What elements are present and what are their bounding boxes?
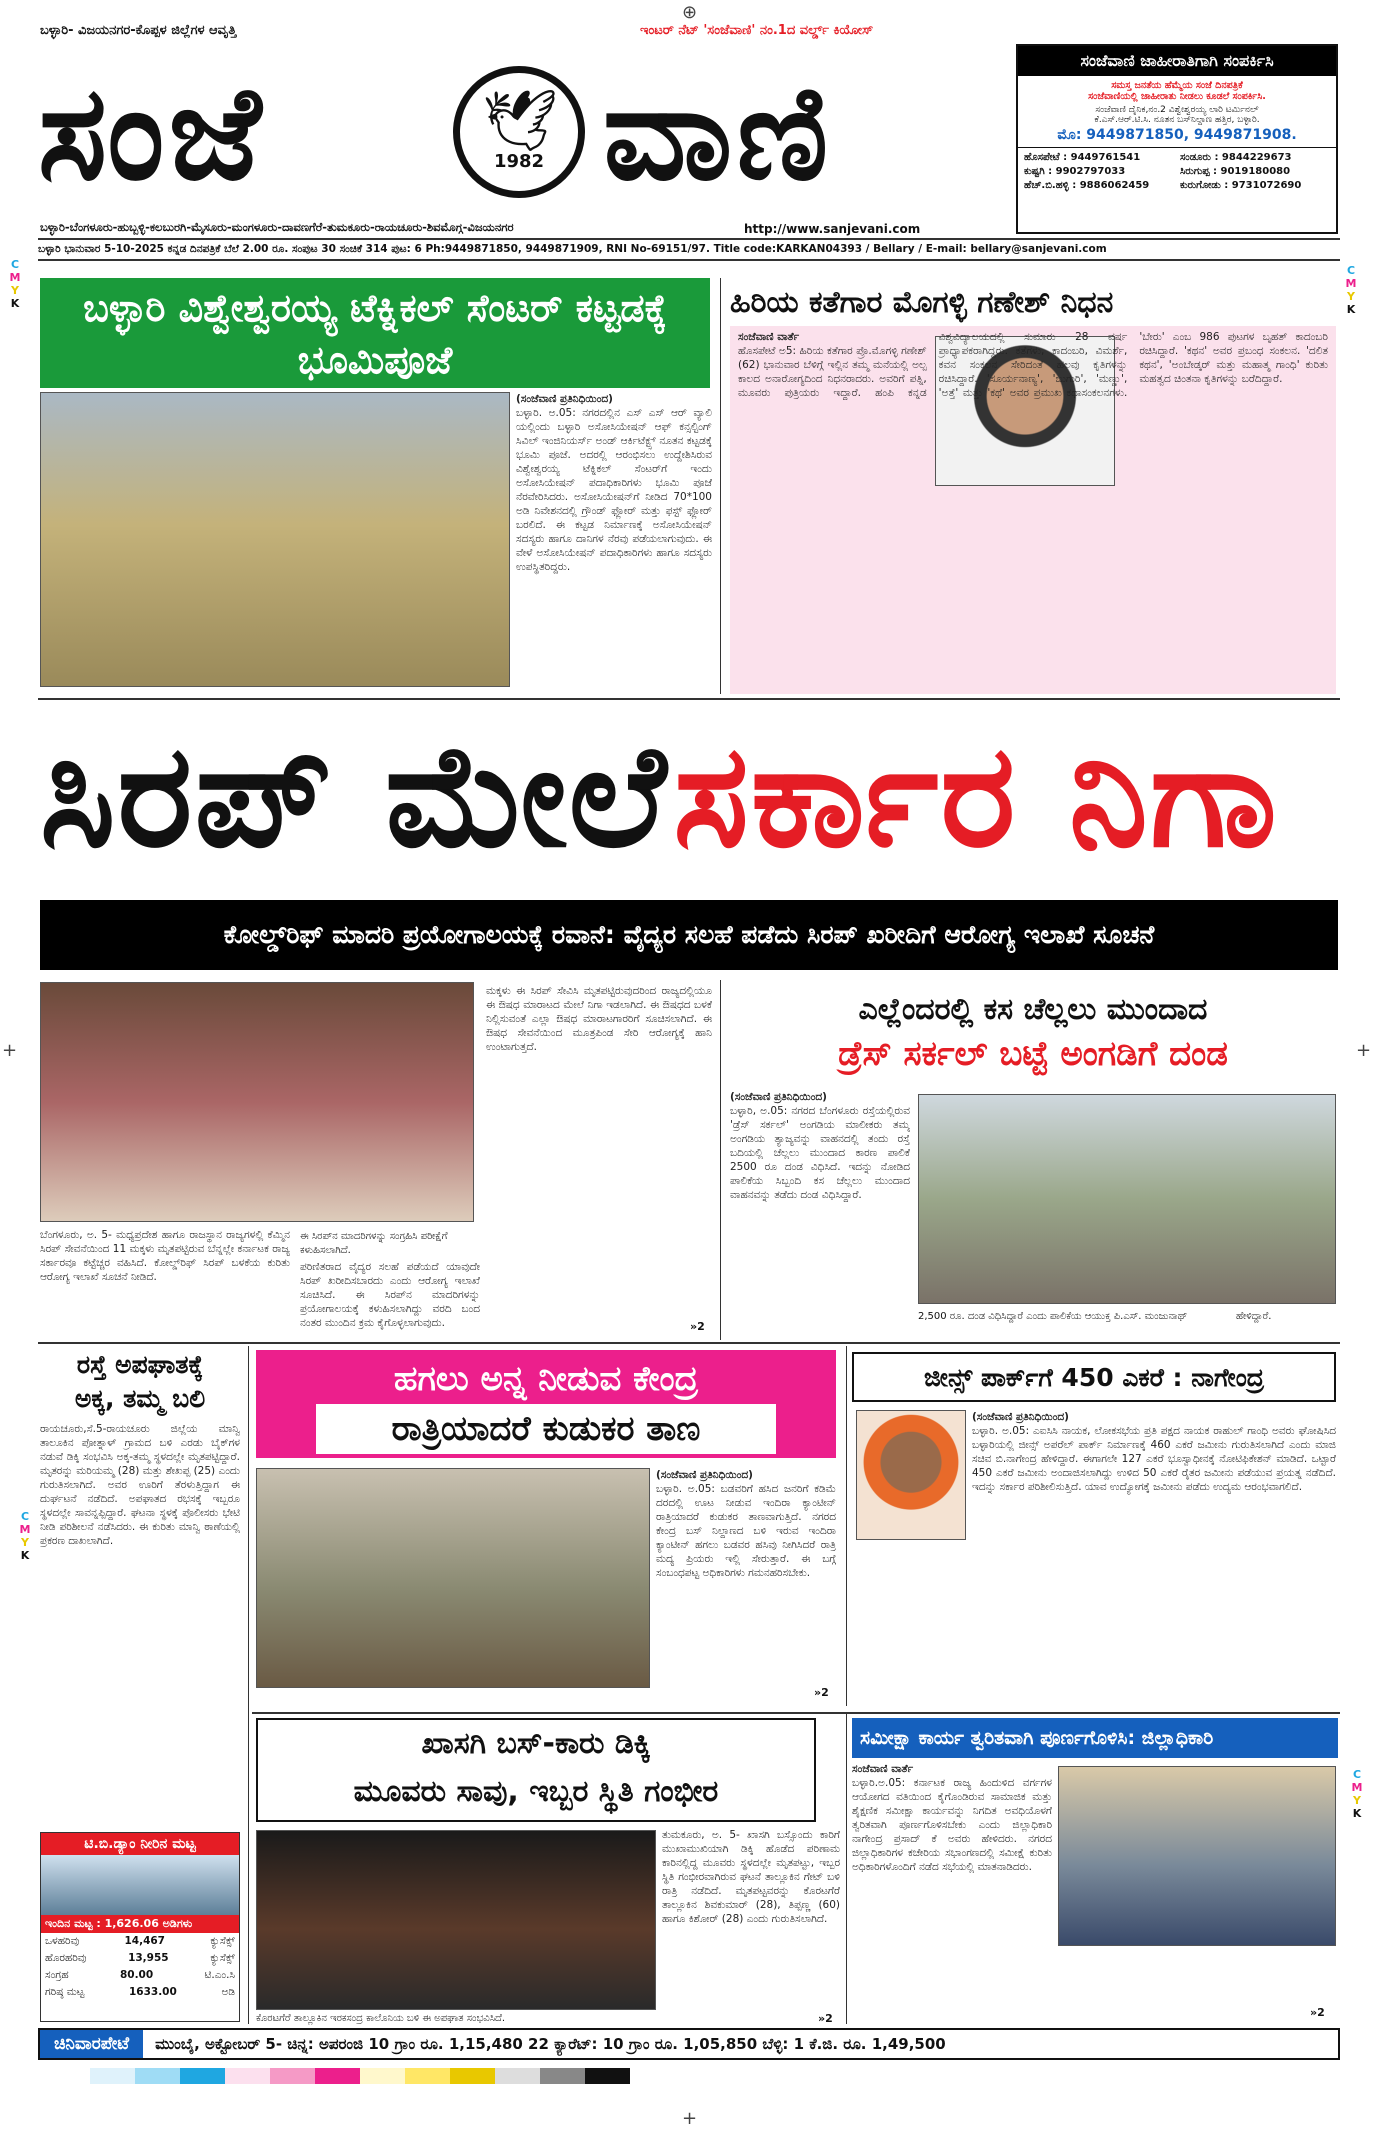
story3-body: ಬಳ್ಳಾರಿ, ಅ.05: ನಗರದ ಬೆಂಗಳೂರು ರಸ್ತೆಯಲ್ಲಿರುವ 'ಡ್ರೆಸ್ ಸರ್ಕಲ್' ಅಂಗಡಿಯ ಮಾಲೀಕರು ತಮ್ಮ ಅಂಗಡಿಯ ತ್ಯಾಜ್ಯವನ್ನು ವಾಹನದಲ್ಲಿ ತಂದು ರಸ್ತೆ ಬದಿಯಲ್ಲಿ ಚೆಲ್ಲಲು ಮುಂದಾದ ಕಾರಣ ಪಾಲಿಕೆ 2500 ರೂ ದಂಡ ವಿಧಿಸಿದೆ. ಇದನ್ನು ನೋಡಿದ ಪಾಲಿಕೆಯ ಸಿಬ್ಬಂದಿ ಕಸ ಚೆಲ್ಲಲು ಮುಂದಾದ ವಾಹನವನ್ನು ತಡೆದು ದಂಡ ವಿಧಿಸಿದ್ದಾರೆ. [730, 1105, 910, 1201]
ad-contact: ಹೊಸಪೇಟೆ : 9449761541 [1024, 152, 1141, 163]
story3-headline1: ಎಲ್ಲೆಂದರಲ್ಲಿ ಕಸ ಚೆಲ್ಲಲು ಮುಂದಾದ [858, 992, 1208, 1027]
story7-more-link[interactable]: »2 [818, 2012, 833, 2025]
lead-body2: ಪರಿಣಿತರಾದ ವೈದ್ಯರ ಸಲಹೆ ಪಡೆಯದೆ ಯಾವುದೇ ಸಿರಪ್ ಖರೀದಿಸಬಾರದು ಎಂದು ಆರೋಗ್ಯ ಇಲಾಖೆ ಸೂಚಿಸಿದೆ. ಈ ಸಿರಪ್‌ನ ಮಾದರಿಗಳನ್ನು ಪ್ರಯೋಗಾಲಯಕ್ಕೆ ಕಳುಹಿಸಲಾಗಿದ್ದು ವರದಿ ಬಂದ ನಂತರ ಮುಂದಿನ ಕ್ರಮ ಕೈಗೊಳ್ಳಲಾಗುವುದು. [300, 1261, 480, 1329]
story2-text [738, 330, 1328, 688]
gold-bar [38, 2028, 1340, 2060]
tagline: ಇಂಟರ್ ನೆಟ್ 'ಸಂಜೆವಾಣಿ' ನಂ.1ದ ವರ್ಲ್ಡ್ ಕಿಯೋಸ್ [640, 23, 874, 38]
dove-emblem [453, 66, 585, 198]
story3-caption-right: ಹೇಳಿದ್ದಾರೆ. [1236, 1311, 1272, 1322]
lead-headline [40, 702, 1338, 892]
ad-box-line1: ಸಮಸ್ತ ಜನತೆಯ ಹೆಮ್ಮೆಯ ಸಂಜೆ ದಿನಪತ್ರಿಕೆ [1111, 80, 1243, 91]
story6-body: ಬಳ್ಳಾರಿ. ಅ.05: ಎಐಸಿಸಿ ನಾಯಕ, ಲೋಕಸಭೆಯ ಪ್ರತಿ ಪಕ್ಷದ ನಾಯಕ ರಾಹುಲ್ ಗಾಂಧಿ ಅವರು ಘೋಷಿಸಿದ ಬಳ್ಳಾರಿಯಲ್ಲಿ ಜೀನ್ಸ್ ಅಪರೆಲ್ ಪಾರ್ಕ್ ನಿರ್ಮಾಣಕ್ಕೆ 460 ಎಕರೆ ಜಮೀನು ಗುರುತಿಸಲಾಗಿದೆ ಎಂದು ಮಾಜಿ ಸಚಿವ ಬಿ.ನಾಗೇಂದ್ರ ಹೇಳಿದ್ದಾರೆ. ಈಗಾಗಲೇ 127 ಎಕರೆ ಭೂಸ್ವಾಧೀನಕ್ಕೆ ನೋಟಿಫಿಕೇಶನ್ ಮಾಡಿದೆ. ಒಟ್ಟಾರೆ 450 ಎಕರೆ ಜಮೀನು ಅಂದಾಜಿಸಲಾಗಿದ್ದು ಉಳಿದ 50 ಎಕರೆ ರೈತರ ಜಮೀನು ಪಡೆಯುವ ಪ್ರಯತ್ನ ನಡೆದಿದೆ. ಇದನ್ನು ಸರ್ಕಾರ ಪರಿಶೀಲಿಸುತ್ತಿದೆ. ಯಾವ ಉದ್ಯೋಗಕ್ಕೆ ಜಮೀನು ಪಡೆದು ಉದ್ಯಮ ಆರಂಭವಾಗಲಿದೆ. [972, 1425, 1336, 1493]
story5-headline [256, 1350, 836, 1458]
registration-mark-top: ⊕ [682, 2, 698, 23]
story1-headline: ಬಳ್ಳಾರಿ ವಿಶ್ವೇಶ್ವರಯ್ಯ ಟೆಕ್ನಿಕಲ್ ಸೆಂಟರ್ ಕಟ್ಟಡಕ್ಕೆ ಭೂಮಿಪೂಜೆ [40, 278, 710, 388]
dateline-rule-top [38, 238, 1340, 240]
story8-more-link[interactable]: »2 [1310, 2006, 1325, 2019]
dam-row-label: ಗರಿಷ್ಠ ಮಟ್ಟ [45, 1986, 85, 1998]
story6-text [972, 1410, 1336, 1700]
col-divider [248, 1346, 249, 2024]
edition-line: ಬಳ್ಳಾರಿ- ವಿಜಯನಗರ-ಕೊಪ್ಪಳ ಜಿಲ್ಲೆಗಳ ಆವೃತ್ತಿ [40, 23, 237, 38]
story8-photo [1058, 1766, 1336, 1946]
registration-mark-bottom: + [682, 2108, 698, 2129]
registration-mark-left: + [2, 1040, 18, 1061]
dam-row [41, 1950, 239, 1967]
masthead-title-right: ವಾಣಿ [603, 57, 833, 209]
lead-more-link[interactable]: »2 [690, 1320, 705, 1333]
masthead-logo [38, 58, 1008, 208]
story3-text [730, 1090, 910, 1315]
story5-body: ಬಳ್ಳಾರಿ. ಅ.05: ಬಡವರಿಗೆ ಹಸಿದ ಜನರಿಗೆ ಕಡಿಮೆ ದರದಲ್ಲಿ ಊಟ ನೀಡುವ ಇಂದಿರಾ ಕ್ಯಾಂಟೀನ್ ರಾತ್ರಿಯಾದರೆ ಕುಡುಕರ ತಾಣವಾಗುತ್ತಿದೆ. ನಗರದ ಕೇಂದ್ರ ಬಸ್ ನಿಲ್ದಾಣದ ಬಳಿ ಇರುವ ಇಂದಿರಾ ಕ್ಯಾಂಟೀನ್ ಹಗಲು ಬಡವರ ಹಸಿವು ನೀಗಿಸಿದರೆ ರಾತ್ರಿ ಮದ್ಯ ಪ್ರಿಯರು ಇಲ್ಲಿ ಸೇರುತ್ತಾರೆ. ಈ ಬಗ್ಗೆ ಸಂಬಂಧಪಟ್ಟ ಅಧಿಕಾರಿಗಳು ಗಮನಹರಿಸಬೇಕು. [656, 1483, 836, 1579]
story3-photo [918, 1094, 1336, 1304]
dam-row-value: 80.00 [119, 1969, 154, 1981]
cmyk-bar-right: C M Y K [1345, 264, 1357, 316]
ad-contact: ಕುಷ್ಟಗಿ : 9902797033 [1024, 166, 1126, 177]
col-divider [720, 278, 721, 694]
story4-headline1: ರಸ್ತೆ ಅಪಘಾತಕ್ಕೆ [76, 1350, 204, 1379]
story5-text [656, 1468, 836, 1698]
story1-body: ಬಳ್ಳಾರಿ. ಅ.05: ನಗರದಲ್ಲಿನ ಎಸ್ ಎಸ್ ಆರ್ ವ್ಯಾಲಿ ಯಲ್ಲಿಂದು ಬಳ್ಳಾರಿ ಅಸೋಸಿಯೇಷನ್ ಆಫ್ ಕನ್ಸಲ್ಟಿಂಗ್ ಸಿವಿಲ್ ಇಂಜಿನಿಯರ್ಸ್ ಅಂಡ್ ಆರ್ಕಿಟೆಕ್ಟ್ಸ್ ನೂತನ ಕಟ್ಟಡಕ್ಕೆ ಭೂಮಿ ಪೂಜೆ. ಅದರಲ್ಲಿ ಆರಂಭಿಸಲು ಉದ್ದೇಶಿಸಿರುವ ವಿಶ್ವೇಶ್ವರಯ್ಯ ಟೆಕ್ನಿಕಲ್ ಸೆಂಟರ್‌ಗೆ ಇಂದು ಅಸೋಸಿಯೇಷನ್ ಪದಾಧಿಕಾರಿಗಳು ಭೂಮಿ ಪೂಜೆ ನೆರವೇರಿಸಿದರು. ಅಸೋಸಿಯೇಷನ್‌ಗೆ ನೀಡಿದ 70*100 ಅಡಿ ನಿವೇಶನದಲ್ಲಿ ಗ್ರೌಂಡ್ ಫ್ಲೋರ್ ಮತ್ತು ಫಸ್ಟ್ ಫ್ಲೋರ್ ಬರಲಿದೆ. ಈ ಕಟ್ಟಡ ನಿರ್ಮಾಣಕ್ಕೆ ಅಸೋಸಿಯೇಷನ್ ಸದಸ್ಯರು ಹಾಗೂ ದಾನಿಗಳ ನೆರವು ಪಡೆಯಲಾಗುವುದು. ಈ ವೇಳೆ ಅಸೋಸಿಯೇಷನ್ ಪದಾಧಿಕಾರಿಗಳು ಹಾಗೂ ಸದಸ್ಯರು ಉಪಸ್ಥಿತರಿದ್ದರು. [516, 407, 712, 573]
story5-headline1: ಹಗಲು ಅನ್ನ ನೀಡುವ ಕೇಂದ್ರ [393, 1359, 699, 1399]
lead-rule-top [38, 698, 1340, 700]
story5-byline: (ಸಂಜೆವಾಣಿ ಪ್ರತಿನಿಧಿಯಿಂದ) [656, 1469, 753, 1481]
story6-headline: ಜೀನ್ಸ್ ಪಾರ್ಕ್‌ಗೆ 450 ಎಕರೆ : ನಾಗೇಂದ್ರ [852, 1352, 1336, 1402]
website[interactable]: http://www.sanjevani.com [744, 222, 921, 236]
dam-row-value: 1633.00 [128, 1986, 177, 1998]
row-rule [38, 1342, 1340, 1344]
lead-body1: ಬೆಂಗಳೂರು, ಅ. 5- ಮಧ್ಯಪ್ರದೇಶ ಹಾಗೂ ರಾಜಸ್ಥಾನ ರಾಜ್ಯಗಳಲ್ಲಿ ಕೆಮ್ಮಿನ ಸಿರಪ್ ಸೇವನೆಯಿಂದ 11 ಮಕ್ಕಳು ಮೃತಪಟ್ಟಿರುವ ಬೆನ್ನಲ್ಲೇ ಕರ್ನಾಟಕ ರಾಜ್ಯ ಸರ್ಕಾರವೂ ಕಟ್ಟೆಚ್ಚರ ವಹಿಸಿದೆ. ಕೋಲ್ಡ್‌ರಿಫ್ ಸಿರಪ್ ಬಳಕೆಯ ಕುರಿತು ಆರೋಗ್ಯ ಇಲಾಖೆ ಸೂಚನೆ ನೀಡಿದೆ. [40, 1229, 290, 1283]
ad-contact: ಹೆಚ್.ಬಿ.ಹಳ್ಳಿ : 9886062459 [1024, 180, 1150, 191]
story8-byline: ಸಂಜೆವಾಣಿ ವಾರ್ತೆ [852, 1763, 914, 1775]
story7-photo [256, 1830, 656, 2010]
story7-caption: ಕೊರಟಗೆರೆ ತಾಲ್ಲೂಕಿನ ಇರಕಸಂದ್ರ ಕಾಲೊನಿಯ ಬಳಿ ಈ ಅಪಘಾತ ಸಂಭವಿಸಿದೆ. [256, 2013, 506, 2024]
masthead-title-left: ಸಂಜೆ [38, 57, 266, 209]
story8-body: ಬಳ್ಳಾರಿ.ಅ.05: ಕರ್ನಾಟಕ ರಾಜ್ಯ ಹಿಂದುಳಿದ ವರ್ಗಗಳ ಆಯೋಗದ ವತಿಯಿಂದ ಕೈಗೊಂಡಿರುವ ಸಾಮಾಜಿಕ ಮತ್ತು ಶೈಕ್ಷಣಿಕ ಸಮೀಕ್ಷಾ ಕಾರ್ಯವನ್ನು ನಿಗದಿತ ಅವಧಿಯೊಳಗೆ ತ್ವರಿತವಾಗಿ ಪೂರ್ಣಗೊಳಿಸಬೇಕು ಎಂದು ಜಿಲ್ಲಾಧಿಕಾರಿ ನಾಗೇಂದ್ರ ಪ್ರಸಾದ್ ಕೆ ಅವರು ಹೇಳಿದರು. ನಗರದ ಜಿಲ್ಲಾಧಿಕಾರಿಗಳ ಕಚೇರಿಯ ಸಭಾಂಗಣದಲ್ಲಿ ಸಮೀಕ್ಷೆ ಕುರಿತು ಅಧಿಕಾರಿಗಳೊಂದಿಗೆ ನಡೆದ ಸಭೆಯಲ್ಲಿ ಮಾತನಾಡಿದರು. [852, 1777, 1052, 1873]
dam-photo [41, 1855, 239, 1915]
story2-headline: ಹಿರಿಯ ಕತೆಗಾರ ಮೊಗಳ್ಳಿ ಗಣೇಶ್ ನಿಧನ [730, 285, 1114, 320]
story3-byline: (ಸಂಜೆವಾಣಿ ಪ್ರತಿನಿಧಿಯಿಂದ) [730, 1091, 827, 1103]
story3-headline2: ಡ್ರೆಸ್ ಸರ್ಕಲ್ ಬಟ್ಟೆ ಅಂಗಡಿಗೆ ದಂಡ [838, 1034, 1228, 1074]
story6-portrait [856, 1410, 966, 1540]
registration-mark-right: + [1356, 1040, 1372, 1061]
cities-line: ಬಳ್ಳಾರಿ-ಬೆಂಗಳೂರು-ಹುಬ್ಬಳ್ಳಿ-ಕಲಬುರಗಿ-ಮೈಸೂರು-ಮಂಗಳೂರು-ದಾವಣಗೆರೆ-ತುಮಕೂರು-ರಾಯಚೂರು-ಶಿವಮೊಗ್ಗ-ವಿಜಯನಗರ [40, 220, 514, 234]
story4-body: ರಾಯಚೂರು,ಸೆ.5-ರಾಯಚೂರು ಜಿಲ್ಲೆಯ ಮಾನ್ವಿ ತಾಲೂಕಿನ ಪೋತ್ನಾಳ್ ಗ್ರಾಮದ ಬಳಿ ಎರಡು ಬೈಕ್‌ಗಳ ನಡುವೆ ಡಿಕ್ಕಿ ಸಂಭವಿಸಿ ಅಕ್ಕ-ತಮ್ಮ ಸ್ಥಳದಲ್ಲೇ ಮೃತಪಟ್ಟಿದ್ದಾರೆ. ಮೃತರನ್ನು ಮರಿಯಮ್ಮ (28) ಮತ್ತು ಶೇಖಪ್ಪ (25) ಎಂದು ಗುರುತಿಸಲಾಗಿದೆ. ಅವರ ಊರಿಗೆ ತೆರಳುತ್ತಿದ್ದಾಗ ಈ ದುರ್ಘಟನೆ ನಡೆದಿದೆ. ಅಪಘಾತದ ರಭಸಕ್ಕೆ ಇಬ್ಬರೂ ಸ್ಥಳದಲ್ಲೇ ಸಾವನ್ನಪ್ಪಿದ್ದಾರೆ. ಘಟನಾ ಸ್ಥಳಕ್ಕೆ ಪೊಲೀಸರು ಭೇಟಿ ನೀಡಿ ಪರಿಶೀಲನೆ ನಡೆಸಿದರು. ಈ ಕುರಿತು ಮಾನ್ವಿ ಠಾಣೆಯಲ್ಲಿ ಪ್ರಕರಣ ದಾಖಲಾಗಿದೆ. [40, 1423, 240, 1547]
col-divider [846, 1346, 847, 1706]
story7-headline2: ಮೂವರು ಸಾವು, ಇಬ್ಬರ ಸ್ಥಿತಿ ಗಂಭೀರ [353, 1774, 719, 1809]
ad-contact: ಕುರುಗೋಡು : 9731072690 [1180, 180, 1302, 191]
dam-row-value: 14,467 [124, 1935, 165, 1947]
story6-byline: (ಸಂಜೆವಾಣಿ ಪ್ರತಿನಿಧಿಯಿಂದ) [972, 1411, 1069, 1423]
dateline-rule-bottom [38, 259, 1340, 261]
dam-row [41, 1967, 239, 1984]
cmyk-bar-left-low: C M Y K [19, 1510, 31, 1562]
story7-headline [256, 1718, 816, 1822]
ad-box-line2: ಸಂಜೆವಾಣಿಯಲ್ಲಿ ಜಾಹೀರಾತು ನೀಡಲು ಕೂಡಲೆ ಸಂಪರ್ಕಿಸಿ. [1088, 91, 1266, 102]
story7-body: ತುಮಕೂರು, ಅ. 5- ಖಾಸಗಿ ಬಸ್ಸೊಂದು ಕಾರಿಗೆ ಮುಖಾಮುಖಿಯಾಗಿ ಡಿಕ್ಕಿ ಹೊಡೆದ ಪರಿಣಾಮ ಕಾರಿನಲ್ಲಿದ್ದ ಮೂವರು ಸ್ಥಳದಲ್ಲೇ ಮೃತಪಟ್ಟು, ಇಬ್ಬರ ಸ್ಥಿತಿ ಗಂಭೀರವಾಗಿರುವ ಘಟನೆ ತಾಲ್ಲೂಕಿನ ಗೇಟ್ ಬಳಿ ರಾತ್ರಿ ನಡೆದಿದೆ. ಮೃತಪಟ್ಟವರನ್ನು ಕೊರಟಗೆರೆ ತಾಲ್ಲೂಕಿನ ಶಿವಕುಮಾರ್ (28), ತಿಪ್ಪಣ್ಣ (60) ಹಾಗೂ ಕಿಶೋರ್ (28) ಎಂದು ಗುರುತಿಸಲಾಗಿದೆ. [662, 1829, 840, 1925]
ad-box [1016, 44, 1338, 234]
ad-box-contacts [1018, 147, 1336, 195]
dateline: ಬಳ್ಳಾರಿ ಭಾನುವಾರ 5-10-2025 ಕನ್ನಡ ದಿನಪತ್ರಿಕೆ ಬೆಲೆ 2.00 ರೂ. ಸಂಪುಟ 30 ಸಂಚಿಕೆ 314 ಪುಟ: 6 Ph:9449871850, 9449871909, RNI No-69151/97. Title code:KARKAN04393 / Bellary / E-mail: bellary@sanjevani.com [38, 243, 1107, 255]
dam-title: ಟಿ.ಬಿ.ಡ್ಯಾಂ ನೀರಿನ ಮಟ್ಟ [41, 1833, 239, 1855]
dam-row-unit: ಕ್ಯುಸೆಕ್ಸ್ [210, 1935, 235, 1947]
lead-body3: ಮಕ್ಕಳು ಈ ಸಿರಪ್ ಸೇವಿಸಿ ಮೃತಪಟ್ಟಿರುವುದರಿಂದ ರಾಜ್ಯದಲ್ಲಿಯೂ ಈ ಔಷಧ ಮಾರಾಟದ ಮೇಲೆ ನಿಗಾ ಇಡಲಾಗಿದೆ. ಈ ಔಷಧದ ಬಳಕೆ ನಿಲ್ಲಿಸುವಂತೆ ಎಲ್ಲಾ ಔಷಧ ಮಾರಾಟಗಾರರಿಗೆ ಸೂಚಿಸಲಾಗಿದೆ. ಈ ಔಷಧ ಸೇವನೆಯಿಂದ ಮೂತ್ರಪಿಂಡ ಸೇರಿ ಆರೋಗ್ಯಕ್ಕೆ ಹಾನಿ ಉಂಟಾಗುತ್ತದೆ. [486, 985, 712, 1053]
dam-row-unit: ಅಡಿ [221, 1986, 235, 1998]
dam-row-unit: ಟಿ.ಎಂ.ಸಿ [204, 1969, 235, 1981]
dam-row-label: ಸಂಗ್ರಹ [45, 1969, 69, 1981]
dam-row-unit: ಕ್ಯುಸೆಕ್ಸ್ [210, 1952, 235, 1964]
masthead-year: 1982 [493, 151, 545, 172]
ad-box-phone: ಮೊ: 9449871850, 9449871908. [1057, 127, 1297, 143]
ad-box-line4: ಕೆ.ಎಸ್.ಆರ್.ಟಿ.ಸಿ. ನೂತನ ಬಸ್‌ನಿಲ್ದಾಣ ಹತ್ತಿರ, ಬಳ್ಳಾರಿ. [1094, 115, 1260, 125]
story8-text [852, 1762, 1052, 1942]
story2-byline: ಸಂಜೆವಾಣಿ ವಾರ್ತೆ [738, 331, 800, 343]
dam-row [41, 1984, 239, 2001]
story5-photo [256, 1468, 650, 1688]
col-divider [846, 1714, 847, 2024]
color-strip [90, 2068, 630, 2084]
lead-caption: ಈ ಸಿರಪ್‌ನ ಮಾದರಿಗಳನ್ನು ಸಂಗ್ರಹಿಸಿ ಪರೀಕ್ಷೆಗೆ ಕಳುಹಿಸಲಾಗಿದೆ. [300, 1231, 448, 1256]
cmyk-bar-left: C M Y K [9, 258, 21, 310]
cmyk-bar-right-low: C M Y K [1351, 1768, 1363, 1820]
dam-box [40, 1832, 240, 2022]
gold-bar-label: ಚಿನಿವಾರಪೇಟೆ [40, 2030, 143, 2058]
story5-headline2: ರಾತ್ರಿಯಾದರೆ ಕುಡುಕರ ತಾಣ [316, 1404, 776, 1454]
ad-contact: ಸಿರುಗುಪ್ಪ : 9019180080 [1180, 166, 1291, 177]
story2-body: ಹೊಸಪೇಟೆ ಅ5: ಹಿರಿಯ ಕತೆಗಾರ ಪ್ರೊ.ಮೊಗಳ್ಳಿ ಗಣೇಶ್ (62) ಭಾನುವಾರ ಬೆಳಿಗ್ಗೆ ಇಲ್ಲಿನ ತಮ್ಮ ಮನೆಯಲ್ಲಿ ಅಲ್ಪ ಕಾಲದ ಅನಾರೋಗ್ಯದಿಂದ ನಿಧನರಾದರು. ಅವರಿಗೆ ಪತ್ನಿ, ಮೂವರು ಪುತ್ರಿಯರು ಇದ್ದಾರೆ. ಹಂಪಿ ಕನ್ನಡ ವಿಶ್ವವಿದ್ಯಾಲಯದಲ್ಲಿ ಸುಮಾರು 28 ವರ್ಷ ಪ್ರಾಧ್ಯಾಪಕರಾಗಿದ್ದರು. ಕತೆಗಳು, ಕಾದಂಬರಿ, ವಿಮರ್ಶೆ, ಕವನ ಸಂಕಲನ ಸೇರಿದಂತೆ ಹಲವು ಕೃತಿಗಳನ್ನು ರಚಿಸಿದ್ದಾರೆ. 'ಸೂರ್ಯನಾಣ್ಯ', 'ಬುಗುರಿ', 'ಮಣ್ಣು', 'ಅತ್ತೆ' ಮತ್ತು 'ಕಥೆ' ಅವರ ಪ್ರಮುಖ ಕಥಾಸಂಕಲನಗಳು. 'ಬೇರು' ಎಂಬ 986 ಪುಟಗಳ ಬೃಹತ್ ಕಾದಂಬರಿ ರಚಿಸಿದ್ದಾರೆ. 'ಕಥನ' ಅವರ ಪ್ರಬಂಧ ಸಂಕಲನ. 'ದಲಿತ ಕಥನ', 'ಅಂಬೇಡ್ಕರ್ ಮತ್ತು ಮಹಾತ್ಮ ಗಾಂಧಿ' ಕುರಿತು ಮಹತ್ವದ ಚಿಂತನಾ ಕೃತಿಗಳನ್ನು ಬರೆದಿದ್ದಾರೆ. [738, 331, 1328, 399]
row-rule [252, 1712, 1340, 1714]
story1-photo [40, 392, 510, 687]
dove-icon: 🕊 [482, 86, 559, 156]
ad-box-title: ಸಂಜೆವಾಣಿ ಜಾಹೀರಾತಿಗಾಗಿ ಸಂಪರ್ಕಿಸಿ [1018, 46, 1336, 76]
ad-contact: ಸಂಡೂರು : 9844229673 [1180, 152, 1292, 163]
story1-byline: (ಸಂಜೆವಾಣಿ ಪ್ರತಿನಿಧಿಯಿಂದ) [516, 393, 613, 405]
lead-headline-black: ಸಿರಪ್ ಮೇಲೆ [40, 714, 669, 879]
col-divider [720, 980, 721, 1340]
story4-headline2: ಅಕ್ಕ, ತಮ್ಮ ಬಲಿ [74, 1384, 206, 1413]
lead-photo [40, 982, 474, 1222]
story3-caption: 2,500 ರೂ. ದಂಡ ವಿಧಿಸಿದ್ದಾರೆ ಎಂದು ಪಾಲಿಕೆಯ ಆಯುಕ್ತ ಪಿ.ಎಸ್. ಮಂಜುನಾಥ್ [918, 1311, 1188, 1322]
dam-row-label: ಒಳಹರಿವು [45, 1935, 80, 1947]
story1-text [516, 392, 712, 692]
dam-row-value: 13,955 [128, 1952, 169, 1964]
dam-today: ಇಂದಿನ ಮಟ್ಟ : 1,626.06 ಅಡಿಗಳು [41, 1915, 239, 1933]
gold-bar-text: ಮುಂಬೈ, ಅಕ್ಟೋಬರ್ 5- ಚಿನ್ನ: ಅಪರಂಜಿ 10 ಗ್ರಾಂ ರೂ. 1,15,480 22 ಕ್ಯಾರೆಟ್: 10 ಗ್ರಾಂ ರೂ. 1,05,850 ಬೆಳ್ಳಿ: 1 ಕೆ.ಜಿ. ರೂ. 1,49,500 [155, 2035, 946, 2053]
story7-headline1: ಖಾಸಗಿ ಬಸ್-ಕಾರು ಡಿಕ್ಕಿ [421, 1726, 651, 1761]
dam-row-label: ಹೊರಹರಿವು [45, 1952, 87, 1964]
lead-subhead: ಕೋಲ್ಡ್‌ರಿಫ್ ಮಾದರಿ ಪ್ರಯೋಗಾಲಯಕ್ಕೆ ರವಾನೆ: ವೈದ್ಯರ ಸಲಹೆ ಪಡೆದು ಸಿರಪ್ ಖರೀದಿಗೆ ಆರೋಗ್ಯ ಇಲಾಖೆ ಸೂಚನೆ [40, 900, 1338, 970]
dam-row [41, 1933, 239, 1950]
story5-more-link[interactable]: »2 [814, 1686, 829, 1699]
story8-headline: ಸಮೀಕ್ಷಾ ಕಾರ್ಯ ತ್ವರಿತವಾಗಿ ಪೂರ್ಣಗೊಳಿಸಿ: ಜಿಲ್ಲಾಧಿಕಾರಿ [852, 1718, 1338, 1758]
lead-headline-red: ಸರ್ಕಾರ ನಿಗಾ [673, 714, 1279, 879]
ad-box-line3: ಸಂಜೆವಾಣಿ ದೈನಿಕ,ನಂ.2 ವಿಶ್ವೇಶ್ವರಯ್ಯ ಲಾರಿ ಟರ್ಮಿನಲ್ [1095, 105, 1259, 115]
